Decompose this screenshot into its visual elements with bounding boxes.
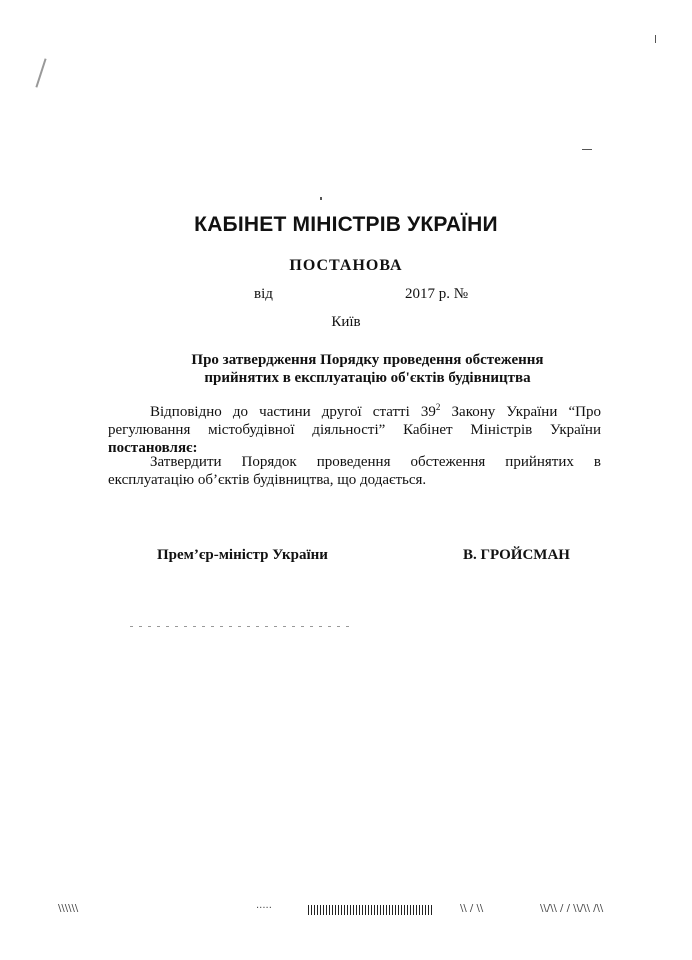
paragraph-1-bold: постановляє: bbox=[108, 440, 198, 456]
heading-line-1: Про затвердження Порядку проведення обстеження bbox=[191, 352, 544, 368]
scan-scribble-left: \\\\\\ bbox=[58, 903, 79, 914]
document-type: ПОСТАНОВА bbox=[289, 257, 403, 274]
article-superscript: 2 bbox=[435, 402, 441, 412]
scan-mark-dot bbox=[320, 197, 322, 200]
heading-line-2: прийнятих в експлуатацію об'єктів будівництва bbox=[204, 370, 531, 386]
paragraph-1-text-b: Закону України “Про регулювання містобудівної діяльності” Кабінет Міністрів України bbox=[108, 404, 601, 438]
paragraph-2: Затвердити Порядок проведення обстеження прийнятих в експлуатацію об’єктів будівництва, що додається. bbox=[108, 454, 601, 488]
scan-mark-dotted-line bbox=[130, 626, 350, 627]
date-suffix: 2017 р. № bbox=[405, 286, 469, 302]
paragraph-1 bbox=[108, 403, 601, 457]
document-title: КАБІНЕТ МІНІСТРІВ УКРАЇНИ bbox=[194, 213, 498, 236]
paragraph-1-text-a: Відповідно до частини другої статті 39 bbox=[150, 404, 436, 420]
scan-mark-top-left bbox=[35, 58, 46, 87]
scan-mark-top-right bbox=[655, 35, 656, 43]
scan-scribble-right-1: \\ / \\ bbox=[460, 903, 484, 914]
city: Київ bbox=[331, 314, 361, 330]
date-prefix: від bbox=[254, 286, 273, 302]
scan-scribble-mid: ····· bbox=[256, 903, 272, 914]
scan-scribble-right-2: \\/\\ / / \\/\\ /\\ bbox=[540, 903, 604, 914]
barcode bbox=[308, 905, 432, 915]
document-heading bbox=[100, 351, 635, 387]
signature-title: Прем’єр-міністр України bbox=[157, 547, 328, 563]
signature-name: В. ГРОЙСМАН bbox=[463, 547, 570, 563]
scan-mark-right-dash bbox=[582, 149, 592, 150]
